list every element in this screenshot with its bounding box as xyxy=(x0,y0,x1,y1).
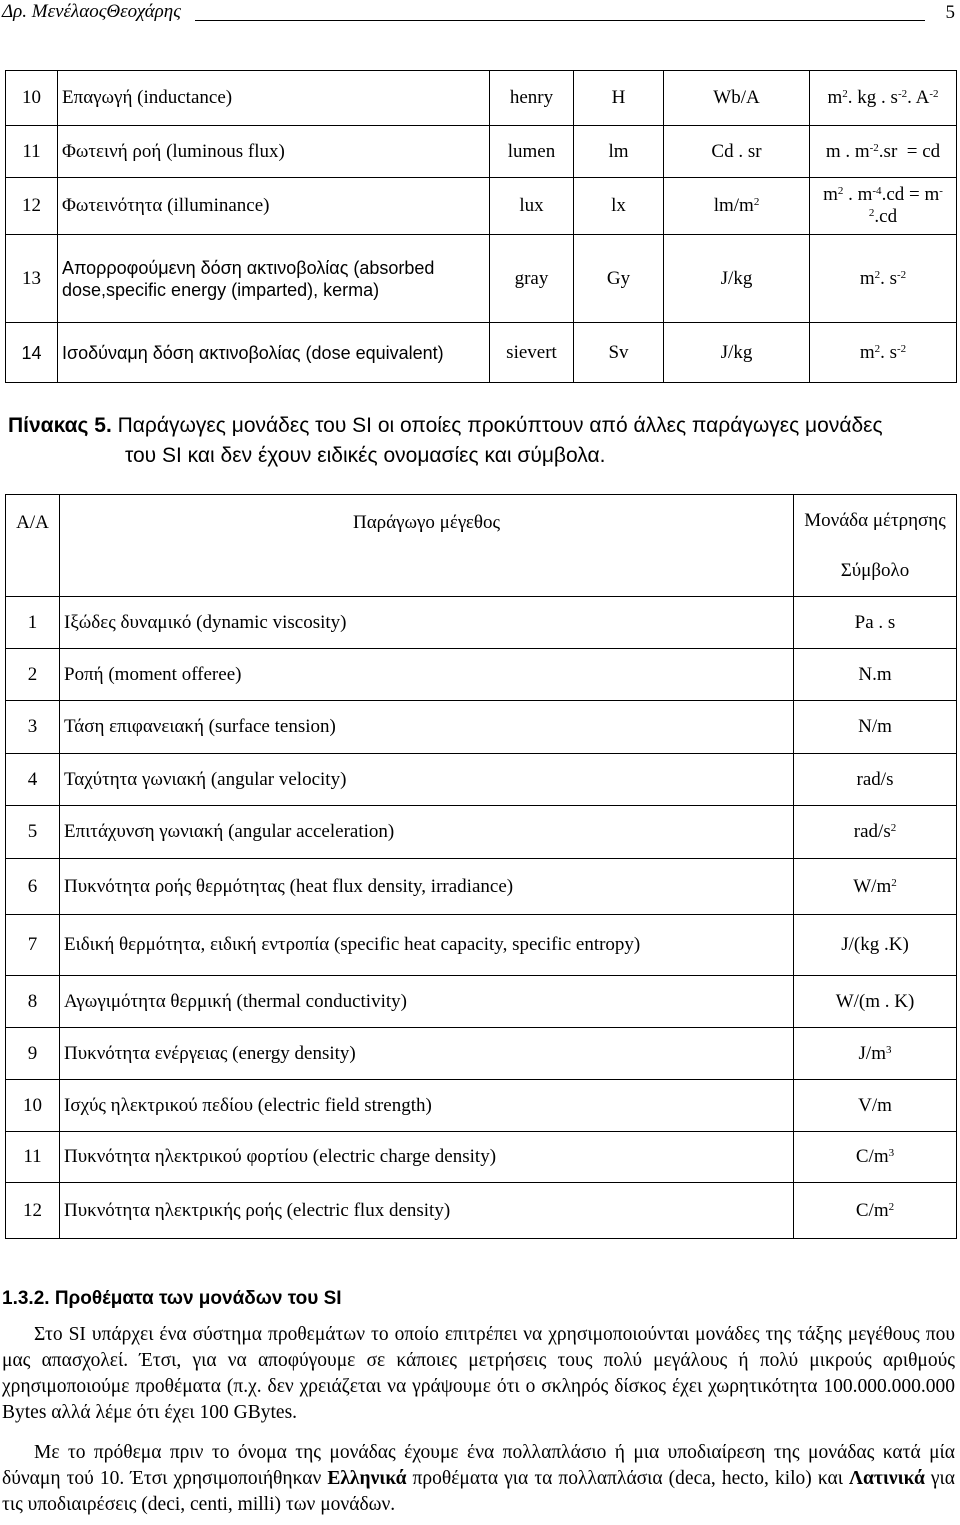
unit-symbol: rad/$s^2$ xyxy=(794,806,957,859)
unit-name: lumen xyxy=(490,126,574,178)
table-row xyxy=(6,1028,957,1080)
quantity-name: Πυκνότητα ηλεκτρικού φορτίου (electric charge density) xyxy=(60,1132,794,1183)
quantity-name: Φωτεινότητα (illuminance) xyxy=(58,178,490,235)
quantity-name: Πυκνότητα ενέργειας (energy density) xyxy=(60,1028,794,1080)
row-number: 6 xyxy=(6,859,60,915)
unit-symbol: Pa . s xyxy=(794,597,957,649)
unit-symbol: $C/m^2$ xyxy=(794,1183,957,1239)
caption-text-2: του SI και δεν έχουν ειδικές ονομασίες και σύμβολα. xyxy=(125,444,606,467)
table-caption xyxy=(8,411,953,471)
unit-name: henry xyxy=(490,71,574,126)
unit-symbol: J/(kg .K) xyxy=(794,915,957,976)
row-number: 1 xyxy=(6,597,60,649)
quantity-name: Ιξώδες δυναμικό (dynamic viscosity) xyxy=(60,597,794,649)
table-row xyxy=(6,597,957,649)
paragraph-2 xyxy=(2,1440,955,1518)
paragraph-2-bold-greek: Ελληνικά xyxy=(327,1468,407,1489)
other-units: $lm/m^2$ xyxy=(664,178,810,235)
quantity-name: Ταχύτητα γωνιακή (angular velocity) xyxy=(60,754,794,806)
paragraph-2-text-b: προθέματα για τα πολλαπλάσια (deca, hecto, kilo) και xyxy=(406,1468,850,1489)
quantity-name: Αγωγιμότητα θερμική (thermal conductivity) xyxy=(60,976,794,1028)
table-row xyxy=(6,976,957,1028)
quantity-name: Ροπή (moment offeree) xyxy=(60,649,794,701)
other-units: Cd . sr xyxy=(664,126,810,178)
unit-symbol: $J/m^3$ xyxy=(794,1028,957,1080)
paragraph-2-text-c: για τις υποδιαιρέσεις (deci, centi, milli) των μονάδων. xyxy=(2,1468,955,1515)
quantity-name: Πυκνότητα ηλεκτρικής ροής (electric flux density) xyxy=(60,1183,794,1239)
table-5 xyxy=(5,494,957,1239)
author-name: Δρ. ΜενέλαοςΘεοχάρης xyxy=(2,1,181,22)
table-row xyxy=(6,859,957,915)
table-row xyxy=(6,178,957,235)
unit-symbol: H xyxy=(574,71,664,126)
table-row xyxy=(6,701,957,754)
unit-symbol: Sv xyxy=(574,323,664,383)
unit-symbol: N.m xyxy=(794,649,957,701)
row-number: 10 xyxy=(6,71,58,126)
unit-symbol: Gy xyxy=(574,235,664,323)
other-units: J/kg xyxy=(664,235,810,323)
unit-name: lux xyxy=(490,178,574,235)
table-row xyxy=(6,754,957,806)
row-number: 3 xyxy=(6,701,60,754)
unit-symbol: $W/m^2$ xyxy=(794,859,957,915)
unit-name: sievert xyxy=(490,323,574,383)
table-row xyxy=(6,1132,957,1183)
other-units: Wb/A xyxy=(664,71,810,126)
row-number: 10 xyxy=(6,1080,60,1132)
unit-symbol: rad/s xyxy=(794,754,957,806)
row-number: 4 xyxy=(6,754,60,806)
quantity-name: Πυκνότητα ροής θερμότητας (heat flux density, irradiance) xyxy=(60,859,794,915)
table-row xyxy=(6,323,957,383)
quantity-name: Απορροφούμενη δόση ακτινοβολίας (absorbed dose,specific energy (imparted), kerma) xyxy=(58,235,490,323)
page-header xyxy=(0,0,955,26)
quantity-name: Τάση επιφανειακή (surface tension) xyxy=(60,701,794,754)
row-number: 12 xyxy=(6,178,58,235)
table-row xyxy=(6,806,957,859)
row-number: 9 xyxy=(6,1028,60,1080)
base-units: $m^2$ . $m^{-4}.cd = m^{-2}.cd$ xyxy=(810,178,957,235)
row-number: 14 xyxy=(6,323,58,383)
table-header-row xyxy=(6,495,957,547)
unit-symbol: lx xyxy=(574,178,664,235)
row-number: 11 xyxy=(6,1132,60,1183)
table-row xyxy=(6,126,957,178)
unit-symbol: lm xyxy=(574,126,664,178)
paragraph-2-bold-latin: Λατινικά xyxy=(849,1468,925,1489)
base-units: $m^2$. $s^{-2}$ xyxy=(810,235,957,323)
unit-symbol: $C/m^3$ xyxy=(794,1132,957,1183)
column-header-quantity: Παράγωγο μέγεθος xyxy=(60,495,794,597)
page-number: 5 xyxy=(945,2,955,23)
row-number: 11 xyxy=(6,126,58,178)
header-rule xyxy=(195,20,925,21)
other-units: J/kg xyxy=(664,323,810,383)
quantity-name: Ειδική θερμότητα, ειδική εντροπία (specific heat capacity, specific entropy) xyxy=(60,915,794,976)
row-number: 7 xyxy=(6,915,60,976)
base-units: $m^2$. $s^{-2}$ xyxy=(810,323,957,383)
caption-text-1: Παράγωγες μονάδες του SI οι οποίες προκύπτουν από άλλες παράγωγες μονάδες xyxy=(117,414,883,437)
table-4-continuation xyxy=(5,70,957,383)
row-number: 8 xyxy=(6,976,60,1028)
table-row xyxy=(6,235,957,323)
section-heading: 1.3.2. Προθέματα των μονάδων του SI xyxy=(2,1288,342,1309)
caption-label: Πίνακας 5. xyxy=(8,414,112,437)
unit-symbol: N/m xyxy=(794,701,957,754)
unit-symbol: V/m xyxy=(794,1080,957,1132)
column-header-number: Α/Α xyxy=(6,495,60,597)
row-number: 5 xyxy=(6,806,60,859)
table-row xyxy=(6,1080,957,1132)
base-units: m . $m^{-2}.sr$ = cd xyxy=(810,126,957,178)
paragraph-1 xyxy=(2,1322,955,1426)
quantity-name: Ισοδύναμη δόση ακτινοβολίας (dose equivalent) xyxy=(58,323,490,383)
quantity-name: Επαγωγή (inductance) xyxy=(58,71,490,126)
unit-name: gray xyxy=(490,235,574,323)
column-header-symbol: Σύμβολο xyxy=(794,547,957,597)
table-row xyxy=(6,915,957,976)
quantity-name: Ισχύς ηλεκτρικού πεδίου (electric field strength) xyxy=(60,1080,794,1132)
paragraph-2-text-a: Με το πρόθεμα πριν το όνομα της μονάδας έχουμε ένα πολλαπλάσιο ή μια υποδιαίρεση της μονάδας κατά μία δύναμη τού 10. Έτσι χρησιμοποιήθηκαν xyxy=(2,1442,955,1489)
row-number: 12 xyxy=(6,1183,60,1239)
column-header-unit: Μονάδα μέτρησης xyxy=(794,495,957,547)
row-number: 2 xyxy=(6,649,60,701)
caption-line-1 xyxy=(8,411,953,441)
unit-symbol: W/(m . K) xyxy=(794,976,957,1028)
base-units: $m^2$. kg . $s^{-2}$. $A^{-2}$ xyxy=(810,71,957,126)
quantity-name: Επιτάχυνση γωνιακή (angular acceleration) xyxy=(60,806,794,859)
paragraph-1-text: Στο SI υπάρχει ένα σύστημα προθεμάτων το οποίο επιτρέπει να χρησιμοποιούνται μονάδες της τάξης μεγέθους που μας απασχολεί. Έτσι, για να αποφύγουμε σε κάποιες μετρήσεις τους πολύ μεγάλους ή πολύ μικρούς αριθμούς χρησιμοποιούμε προθέματα (π.χ. δεν χρειάζεται να γράψουμε ότι ο σκληρός δίσκος έχει χωρητικότητα 100.000.000.000 Bytes αλλά λέμε ότι έχει 100 GBytes. xyxy=(2,1324,955,1423)
quantity-name: Φωτεινή ροή (luminous flux) xyxy=(58,126,490,178)
table-row xyxy=(6,649,957,701)
row-number: 13 xyxy=(6,235,58,323)
table-row xyxy=(6,71,957,126)
table-row xyxy=(6,1183,957,1239)
